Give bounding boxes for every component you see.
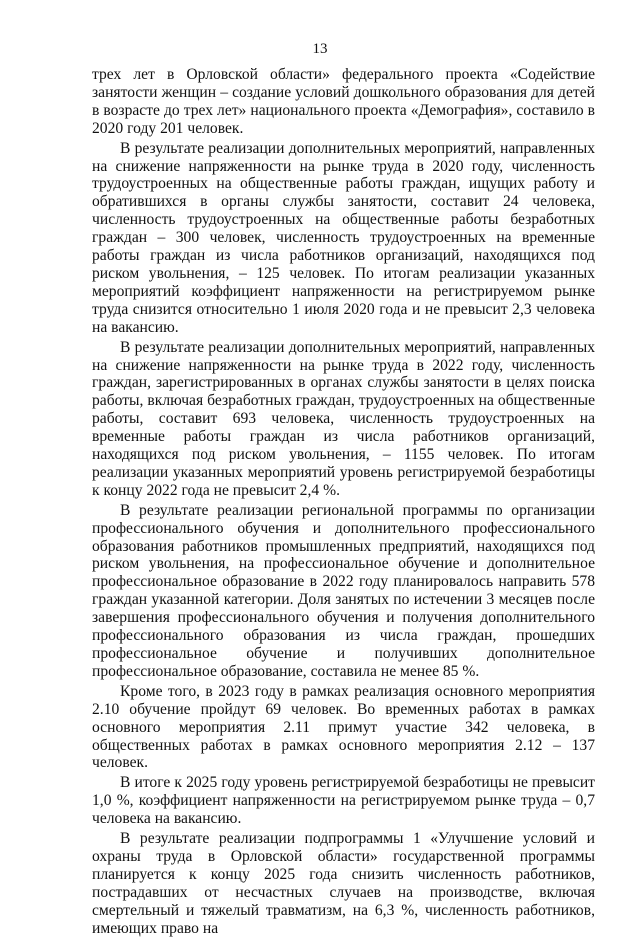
paragraph-2020-measures: В результате реализации дополнительных мероприятий, направленных на снижение напряженности на рынке труда в 2020 году, численность трудоустроенных на общественные работы граждан, ищущих работу и обратившихся в органы службы занятости, составит 24 человека, численность трудоустроенных на общественные работы безработных граждан – 300 человек, численность трудоустроенных на временные работы граждан из числа работников организаций, находящихся под риском увольнения, – 125 человек. По итогам реализации указанных мероприятий коэффициент напряженности на регистрируемом рынке труда снизится относительно 1 июля 2020 года и не превысит 2,3 человека на вакансию. bbox=[92, 139, 595, 336]
paragraph-regional-program: В результате реализации региональной программы по организации профессионального обучения и дополнительного профессионального образования работников промышленных предприятий, находящихся под риском увольнения, на профессиональное обучение и дополнительное профессиональное образование в 2022 году планировалось направить 578 граждан указанной категории. Доля занятых по истечении 3 месяцев после завершения профессионального обучения и получения дополнительного профессионального образования из числа граждан, прошедших профессиональное обучение и получивших дополнительное профессиональное образование, составила не менее 85 %. bbox=[92, 501, 595, 680]
paragraph-continuation: трех лет в Орловской области» федерального проекта «Содействие занятости женщин – создание условий дошкольного образования для детей в возрасте до трех лет» национального проекта «Демография», составило в 2020 году 201 человек. bbox=[92, 66, 595, 137]
paragraph-2025-outcome: В итоге к 2025 году уровень регистрируемой безработицы не превысит 1,0 %, коэффициент напряженности на регистрируемом рынке труда – 0,7 человека на вакансию. bbox=[92, 774, 595, 828]
paragraph-2023-measures: Кроме того, в 2023 году в рамках реализация основного мероприятия 2.10 обучение пройдут 69 человек. Во временных работах в рамках основного мероприятия 2.11 примут участие 342 человека, в общественных работах в рамках основного мероприятия 2.12 – 137 человек. bbox=[92, 682, 595, 772]
paragraph-subprogram-1: В результате реализации подпрограммы 1 «Улучшение условий и охраны труда в Орловской области» государственной программы планируется к концу 2025 года снизить численность работников, пострадавших от несчастных случаев на производстве, включая смертельный и тяжелый травматизм, на 6,3 %, численность работников, имеющих право на bbox=[92, 830, 595, 937]
page-number: 13 bbox=[312, 41, 328, 57]
paragraph-2022-measures: В результате реализации дополнительных мероприятий, направленных на снижение напряженности на рынке труда в 2022 году, численность граждан, зарегистрированных в органах службы занятости в целях поиска работы, включая безработных граждан, трудоустроенных на общественные работы, составит 693 человека, численность трудоустроенных на временные работы граждан из числа работников организаций, находящихся под риском увольнения, – 1155 человек. По итогам реализации указанных мероприятий уровень регистрируемой безработицы к концу 2022 года не превысит 2,4 %. bbox=[92, 338, 595, 499]
document-body bbox=[92, 66, 595, 940]
